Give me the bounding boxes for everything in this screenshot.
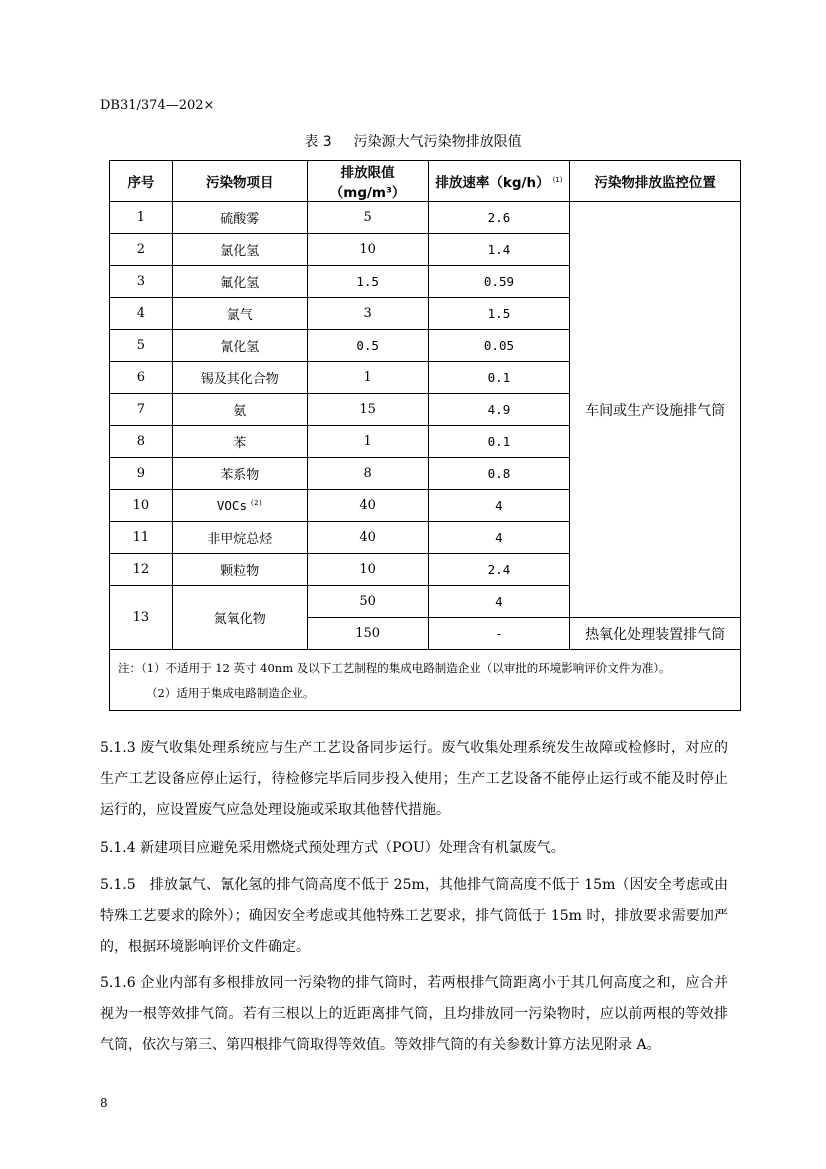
row-index: 4 [110,298,173,330]
table-note-2: （2）适用于集成电路制造企业。 [146,686,315,700]
monitoring-location-thermal: 热氧化处理装置排气筒 [570,618,741,650]
row-limit: 40 [307,522,428,554]
header-limit: 排放限值（mg/m³） [307,161,428,202]
paragraph-5-1-4: 5.1.4 新建项目应避免采用燃烧式预处理方式（POU）处理含有机氯废气。 [100,840,565,856]
row-pollutant [172,490,307,522]
row-index: 13 [110,586,173,650]
row-pollutant: 苯 [172,426,307,458]
row-pollutant: 氯气 [172,298,307,330]
row-pollutant-label: VOCs [216,498,247,513]
row-pollutant: 非甲烷总烃 [172,522,307,554]
row-limit: 1 [307,426,428,458]
header-location: 污染物排放监控位置 [570,161,741,202]
row-pollutant: 氮氧化物 [172,586,307,650]
table-row [110,202,741,234]
header-pollutant: 污染物项目 [172,161,307,202]
page-number: 8 [100,1096,108,1110]
row-rate: 4.9 [428,394,570,426]
row-rate: 4 [428,586,570,618]
row-index: 3 [110,266,173,298]
row-rate: 2.4 [428,554,570,586]
row-index: 9 [110,458,173,490]
row-index: 8 [110,426,173,458]
row-index: 5 [110,330,173,362]
row-pollutant: 氰化氢 [172,330,307,362]
row-rate: 1.5 [428,298,570,330]
emission-limits-table [109,160,741,711]
table-notes [110,650,741,711]
header-rate [428,161,570,202]
table-note-1: 注：（1）不适用于 12 英寸 40nm 及以下工艺制程的集成电路制造企业（以审批的环境影响评价文件为准）。 [118,661,671,675]
header-index: 序号 [110,161,173,202]
row-limit: 0.5 [307,330,428,362]
row-rate: 4 [428,490,570,522]
row-limit: 40 [307,490,428,522]
row-limit: 10 [307,554,428,586]
table-header-row [110,161,741,202]
row-limit: 8 [307,458,428,490]
paragraph-5-1-6: 5.1.6 企业内部有多根排放同一污染物的排气筒时，若两根排气筒距离小于其几何高度之和，应合并视为一根等效排气筒。若有三根以上的近距离排气筒，且均排放同一污染物时，应以前两根的等效排气筒，依次与第三、第四根排气筒取得等效值。等效排气筒的有关参数计算方法见附录 A。 [100,975,728,1053]
row-pollutant: 颗粒物 [172,554,307,586]
row-index: 12 [110,554,173,586]
row-limit: 3 [307,298,428,330]
table-notes-row [110,650,741,711]
row-index: 10 [110,490,173,522]
table-number: 表 3 [304,134,332,150]
table-title: 污染源大气污染物排放限值 [353,134,522,150]
row-rate: 0.8 [428,458,570,490]
row-index: 11 [110,522,173,554]
row-index: 1 [110,202,173,234]
row-limit: 50 [307,586,428,618]
row-limit: 15 [307,394,428,426]
row-pollutant: 氨 [172,394,307,426]
row-index: 2 [110,234,173,266]
row-rate: 1.4 [428,234,570,266]
row-pollutant: 苯系物 [172,458,307,490]
row-pollutant: 硫酸雾 [172,202,307,234]
row-rate: 0.05 [428,330,570,362]
row-rate: 2.6 [428,202,570,234]
paragraph-5-1-3: 5.1.3 废气收集处理系统应与生产工艺设备同步运行。废气收集处理系统发生故障或检修时，对应的生产工艺设备应停止运行，待检修完毕后同步投入使用；生产工艺设备不能停止运行或不能及时停止运行的，应设置废气应急处理设施或采取其他替代措施。 [100,740,728,818]
row-limit: 1.5 [307,266,428,298]
row-rate: 0.1 [428,362,570,394]
row-rate: 4 [428,522,570,554]
monitoring-location-main: 车间或生产设施排气筒 [570,202,741,618]
header-rate-note: (1) [552,175,563,184]
row-rate: 0.59 [428,266,570,298]
paragraph-5-1-5: 5.1.5 排放氯气、氰化氢的排气筒高度不低于 25m，其他排气筒高度不低于 15m（因安全考虑或由特殊工艺要求的除外）；确因安全考虑或其他特殊工艺要求，排气筒低于 15m 时，排放要求需要加严的，根据环境影响评价文件确定。 [100,877,728,955]
row-rate: 0.1 [428,426,570,458]
row-rate: - [428,618,570,650]
row-pollutant: 锡及其化合物 [172,362,307,394]
row-limit: 1 [307,362,428,394]
document-code: DB31/374—202× [100,98,215,113]
table-caption [0,131,826,151]
row-limit: 10 [307,234,428,266]
row-pollutant-note: (2) [249,498,263,507]
row-index: 7 [110,394,173,426]
header-rate-label: 排放速率（kg/h） [435,175,550,191]
row-pollutant: 氟化氢 [172,266,307,298]
row-limit: 150 [307,618,428,650]
row-index: 6 [110,362,173,394]
row-limit: 5 [307,202,428,234]
row-pollutant: 氯化氢 [172,234,307,266]
